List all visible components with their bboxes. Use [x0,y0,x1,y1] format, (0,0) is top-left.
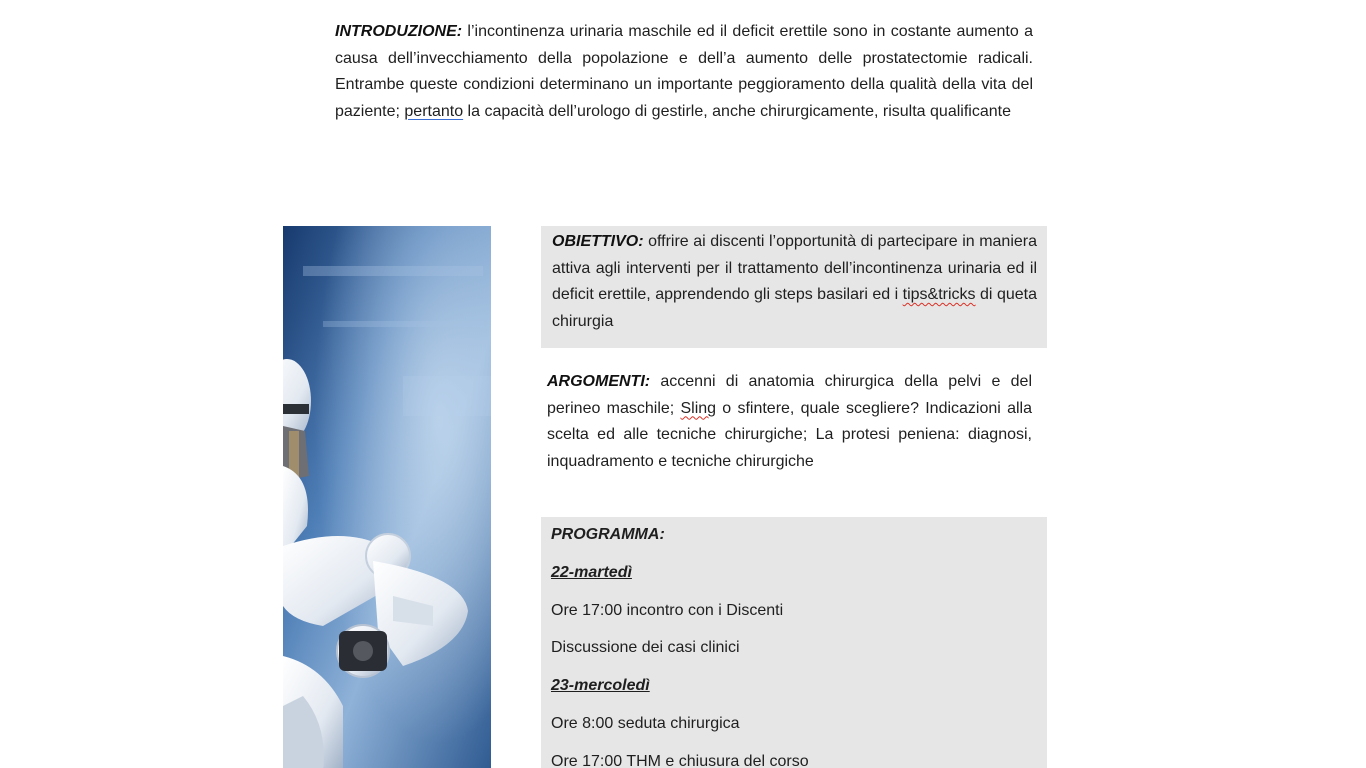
objective-label: OBIETTIVO: [552,233,644,250]
program-item: Ore 17:00 incontro con i Discenti [551,601,784,619]
topics-paragraph [547,369,1032,475]
program-day-1: 22-martedì [551,563,632,581]
intro-grammar-flag[interactable]: pertanto [404,102,464,120]
program-item: Discussione dei casi clinici [551,639,740,657]
program-item: Ore 17:00 THM e chiusura del corso [551,752,809,768]
intro-label: INTRODUZIONE: [335,23,463,40]
objective-paragraph [552,229,1037,335]
intro-text: l’incontinenza urinaria maschile ed il deficit erettile sono in costante aumento a causa dell’invecchiamento della popolazione e dell’a aumento delle prostatectomie radicali. Entrambe queste condizioni determinano un importante peggioramento della qualità della vita del paziente; [335,23,1033,120]
objective-spelling-flag[interactable]: tips&tricks [902,286,976,303]
objective-text-after: di queta chirurgia [552,286,1037,330]
intro-text-after: la capacità dell’urologo di gestirle, anche chirurgicamente, risulta qualificante [463,102,1011,120]
intro-paragraph [335,19,1033,125]
program-day-2: 23-mercoledì [551,677,650,695]
robot-arm-image [283,226,491,768]
topics-spelling-flag[interactable]: Sling [680,399,717,417]
objective-text: offrire ai discenti l’opportunità di partecipare in maniera attiva agli interventi per il trattamento dell’incontinenza urinaria ed il deficit erettile, apprendendo gli steps basilari ed i [552,233,1037,303]
program-item: Ore 8:00 seduta chirurgica [551,714,740,732]
topics-label: ARGOMENTI: [547,373,651,390]
topics-text-after: o sfintere, quale scegliere? Indicazioni alla scelta ed alle tecniche chirurgiche; La protesi peniena: diagnosi, inquadramento e tecniche chirurgiche [547,399,1032,470]
robot-arm-photo-icon [283,226,491,768]
program-section [551,520,1031,768]
program-title: PROGRAMMA: [551,526,665,543]
topics-text: accenni di anatomia chirurgica della pelvi e del perineo maschile; [547,373,1032,417]
